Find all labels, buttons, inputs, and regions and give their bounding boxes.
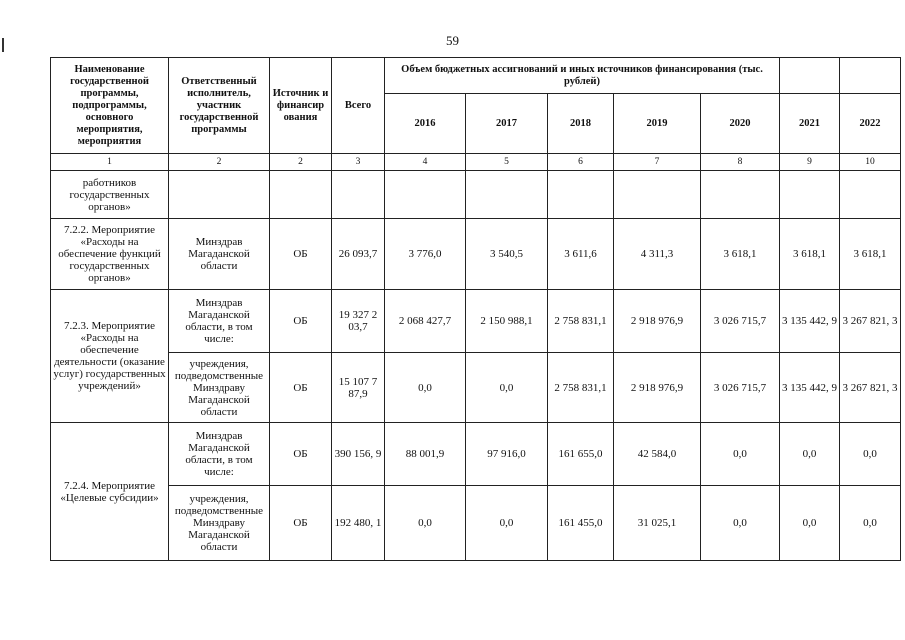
row-value — [614, 171, 701, 219]
row-executor: Минздрав Магаданской области, в том числе: — [169, 290, 270, 353]
row-value — [701, 171, 780, 219]
column-number: 10 — [840, 154, 901, 171]
column-number: 2 — [270, 154, 332, 171]
header-funding-group: Объем бюджетных ассигнований и иных источников финансирования (тыс. рублей) — [385, 58, 780, 94]
row-value: 0,0 — [701, 486, 780, 561]
row-value: 4 311,3 — [614, 219, 701, 290]
row-value: 161 455,0 — [548, 486, 614, 561]
page-number: 59 — [446, 33, 459, 48]
header-year: 2018 — [548, 94, 614, 154]
row-value: 3 540,5 — [466, 219, 548, 290]
row-total: 390 156, 9 — [332, 423, 385, 486]
table-row — [51, 171, 901, 219]
row-executor — [169, 171, 270, 219]
row-executor: учреждения, подведомственные Минздраву Магаданской области — [169, 486, 270, 561]
row-value: 0,0 — [466, 486, 548, 561]
row-executor: Минздрав Магаданской области, в том числе: — [169, 423, 270, 486]
table-row — [51, 290, 901, 353]
row-value: 97 916,0 — [466, 423, 548, 486]
header-year: 2021 — [780, 94, 840, 154]
row-executor: учреждения, подведомственные Минздраву Магаданской области — [169, 353, 270, 423]
row-value: 0,0 — [780, 423, 840, 486]
row-value: 2 758 831,1 — [548, 353, 614, 423]
row-value: 0,0 — [840, 423, 901, 486]
row-value: 0,0 — [840, 486, 901, 561]
table-row — [51, 423, 901, 486]
row-value: 2 068 427,7 — [385, 290, 466, 353]
row-name: работников государственных органов» — [51, 171, 169, 219]
row-source: ОБ — [270, 423, 332, 486]
row-value: 2 918 976,9 — [614, 290, 701, 353]
column-number: 3 — [332, 154, 385, 171]
row-value: 2 918 976,9 — [614, 353, 701, 423]
row-source: ОБ — [270, 486, 332, 561]
row-value: 0,0 — [466, 353, 548, 423]
row-executor: Минздрав Магаданской области — [169, 219, 270, 290]
row-value: 31 025,1 — [614, 486, 701, 561]
row-value: 3 135 442, 9 — [780, 353, 840, 423]
table-row — [51, 486, 901, 561]
row-value: 161 655,0 — [548, 423, 614, 486]
row-total: 19 327 2 03,7 — [332, 290, 385, 353]
row-name: 7.2.3. Мероприятие «Расходы на обеспечение деятельности (оказание услуг) государственных учреждений» — [51, 290, 169, 423]
column-number: 7 — [614, 154, 701, 171]
table-row — [51, 219, 901, 290]
header-empty-2021 — [780, 58, 840, 94]
header-row — [51, 58, 901, 94]
header-empty-2022 — [840, 58, 901, 94]
header-year: 2019 — [614, 94, 701, 154]
row-value: 88 001,9 — [385, 423, 466, 486]
header-year: 2016 — [385, 94, 466, 154]
column-number: 9 — [780, 154, 840, 171]
row-name: 7.2.4. Мероприятие «Целевые субсидии» — [51, 423, 169, 561]
row-value — [385, 171, 466, 219]
column-number-row — [51, 154, 901, 171]
row-value: 3 611,6 — [548, 219, 614, 290]
row-value: 3 776,0 — [385, 219, 466, 290]
header-total: Всего — [332, 58, 385, 154]
column-number: 4 — [385, 154, 466, 171]
column-number: 2 — [169, 154, 270, 171]
row-value: 3 618,1 — [701, 219, 780, 290]
row-value: 3 267 821, 3 — [840, 353, 901, 423]
row-total: 15 107 7 87,9 — [332, 353, 385, 423]
row-source: ОБ — [270, 219, 332, 290]
header-year: 2020 — [701, 94, 780, 154]
column-number: 1 — [51, 154, 169, 171]
column-number: 8 — [701, 154, 780, 171]
row-total: 26 093,7 — [332, 219, 385, 290]
header-year: 2022 — [840, 94, 901, 154]
row-value: 3 026 715,7 — [701, 290, 780, 353]
budget-table — [50, 57, 901, 561]
row-value — [548, 171, 614, 219]
header-name: Наименование государственной программы, подпрограммы, основного мероприятия, мероприятия — [51, 58, 169, 154]
row-value: 3 618,1 — [840, 219, 901, 290]
row-value: 0,0 — [385, 353, 466, 423]
row-source: ОБ — [270, 290, 332, 353]
row-value: 2 758 831,1 — [548, 290, 614, 353]
row-value: 42 584,0 — [614, 423, 701, 486]
column-number: 5 — [466, 154, 548, 171]
row-value: 3 026 715,7 — [701, 353, 780, 423]
row-name: 7.2.2. Мероприятие «Расходы на обеспечение функций государственных органов» — [51, 219, 169, 290]
row-value: 0,0 — [385, 486, 466, 561]
column-number: 6 — [548, 154, 614, 171]
header-executor: Ответственный исполнитель, участник государственной программы — [169, 58, 270, 154]
row-source — [270, 171, 332, 219]
row-value: 0,0 — [780, 486, 840, 561]
row-total: 192 480, 1 — [332, 486, 385, 561]
row-total — [332, 171, 385, 219]
header-year: 2017 — [466, 94, 548, 154]
row-value: 3 135 442, 9 — [780, 290, 840, 353]
row-value: 3 267 821, 3 — [840, 290, 901, 353]
row-source: ОБ — [270, 353, 332, 423]
table-row — [51, 353, 901, 423]
row-value: 3 618,1 — [780, 219, 840, 290]
header-source: Источник и финансир ования — [270, 58, 332, 154]
row-value: 2 150 988,1 — [466, 290, 548, 353]
row-value: 0,0 — [701, 423, 780, 486]
row-value — [840, 171, 901, 219]
row-value — [780, 171, 840, 219]
row-value — [466, 171, 548, 219]
